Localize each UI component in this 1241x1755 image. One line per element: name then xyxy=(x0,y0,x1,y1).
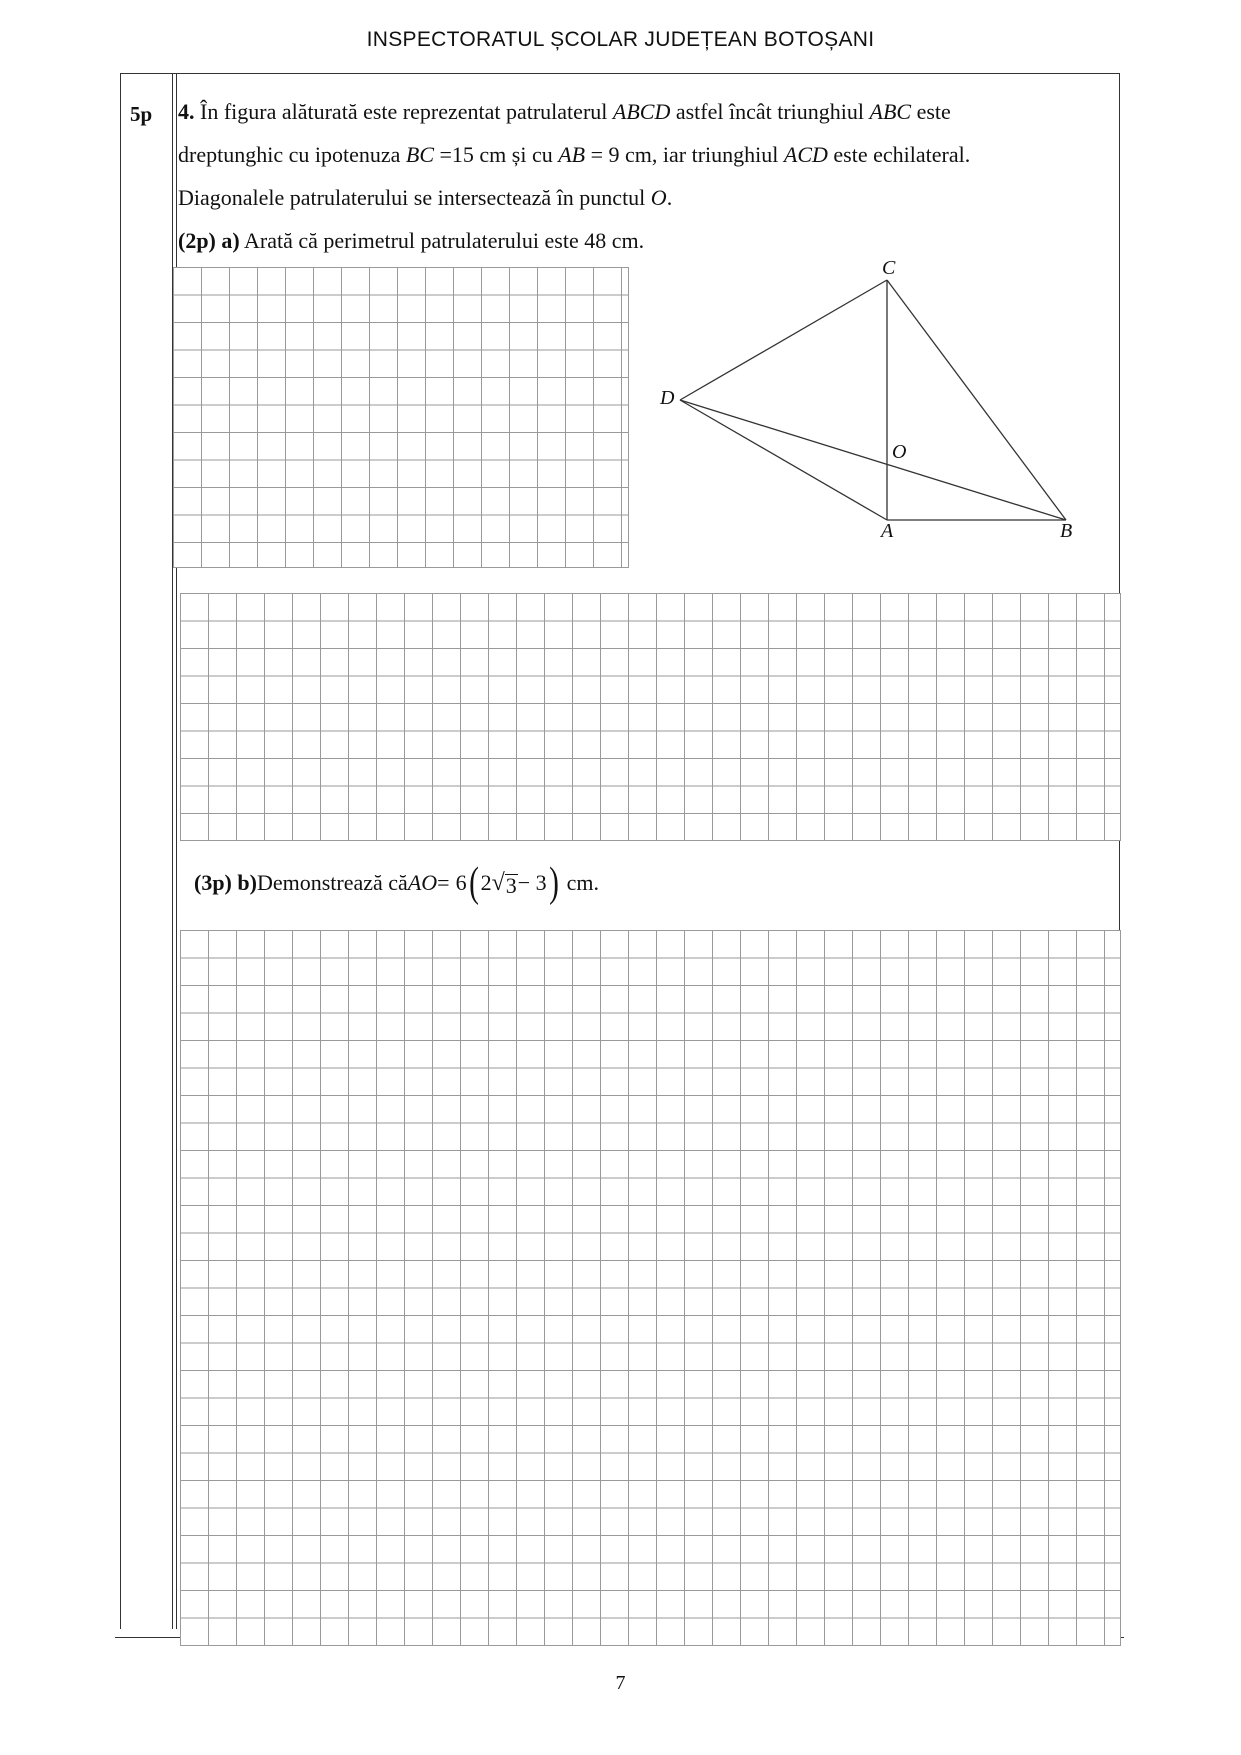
sqrt-sign: √ xyxy=(491,869,505,896)
point-o: O xyxy=(650,185,667,210)
seg-ao: AO xyxy=(407,870,438,895)
figure-svg xyxy=(650,252,1100,552)
page-header: INSPECTORATUL ȘCOLAR JUDEȚEAN BOTOȘANI xyxy=(366,28,875,51)
segment-da xyxy=(680,400,887,520)
quad-abcd: ABCD xyxy=(612,99,671,124)
points-label: 5p xyxy=(130,102,153,126)
tri-acd: ACD xyxy=(783,142,828,167)
part-b xyxy=(194,862,599,904)
part-b-eq: = xyxy=(437,870,450,895)
line3-post: . xyxy=(666,185,673,210)
seg-bc: BC xyxy=(405,142,434,167)
label-a: A xyxy=(881,520,894,542)
line2-post: este echilateral. xyxy=(827,142,971,167)
answer-grid-b[interactable] xyxy=(180,930,1121,1646)
line2-pre: dreptunghic cu ipotenuza xyxy=(178,142,406,167)
formula-minus: − 3 xyxy=(517,870,547,895)
part-a-label: (2p) a) xyxy=(178,228,240,253)
problem-line-1 xyxy=(178,90,951,133)
segment-db xyxy=(680,400,1066,520)
line2-mid2: = 9 cm, iar triunghiul xyxy=(585,142,784,167)
formula-close-paren: ) xyxy=(548,860,559,906)
line1-mid: astfel încât triunghiul xyxy=(670,99,870,124)
part-a xyxy=(178,219,644,262)
part-b-unit: cm. xyxy=(566,870,600,895)
formula xyxy=(456,862,561,904)
tri-abc: ABC xyxy=(869,99,912,124)
formula-coef: 6 xyxy=(455,870,467,895)
formula-radicand: 3 xyxy=(505,872,517,898)
label-b: B xyxy=(1060,520,1073,542)
formula-two: 2 xyxy=(480,870,492,895)
geometry-figure xyxy=(650,252,1100,552)
part-b-text: Demonstrează că xyxy=(256,870,408,895)
part-b-label: (3p) b) xyxy=(194,870,257,895)
line3-pre: Diagonalele patrulaterului se intersectează în punctul xyxy=(178,185,651,210)
sqrt xyxy=(492,870,518,897)
answer-grid-a[interactable] xyxy=(180,593,1121,841)
problem-line-3 xyxy=(178,176,672,219)
label-c: C xyxy=(882,257,896,279)
line1-pre: În figura alăturată este reprezentat patrulaterul xyxy=(194,99,613,124)
label-d: D xyxy=(660,387,675,409)
label-o: O xyxy=(892,441,907,463)
segment-dc xyxy=(680,280,887,400)
line1-post: este xyxy=(911,99,951,124)
line2-mid1: =15 cm și cu xyxy=(434,142,559,167)
problem-line-2 xyxy=(178,133,970,176)
answer-grid-small[interactable] xyxy=(173,267,629,568)
problem-number: 4. xyxy=(178,99,195,124)
seg-ab: AB xyxy=(558,142,586,167)
page-number: 7 xyxy=(615,1672,626,1694)
part-a-text: Arată că perimetrul patrulaterului este 48 cm. xyxy=(239,228,645,253)
formula-open-paren: ( xyxy=(468,860,479,906)
segment-cb xyxy=(887,280,1066,520)
